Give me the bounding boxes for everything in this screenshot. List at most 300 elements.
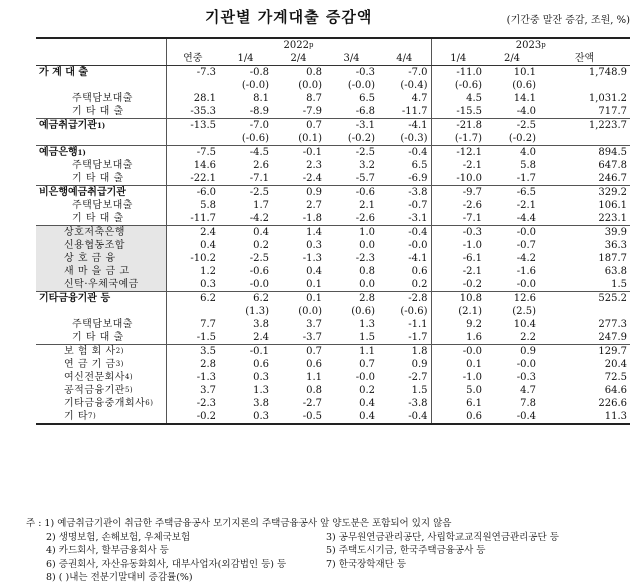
footnote-text: 5) 주택도시기금, 한국주택금융공사 등	[326, 545, 486, 556]
table-cell: (0.1)	[298, 133, 322, 144]
table-row	[36, 384, 630, 397]
table-cell: 246.7	[598, 173, 628, 184]
table-cell: 0.3	[306, 240, 322, 251]
row-label: 보 험 회 사$^{2)}$	[36, 345, 166, 359]
table-cell: 0.9	[411, 359, 428, 370]
table-row	[36, 132, 630, 146]
table-cell: -2.4	[302, 173, 322, 184]
table-cell: -0.0	[355, 372, 375, 383]
table-row	[36, 331, 630, 345]
table-row	[36, 105, 630, 119]
table-cell: -0.0	[249, 279, 269, 290]
table-cell: 0.7	[272, 345, 325, 359]
table-cell: -0.3	[431, 226, 485, 240]
table-cell: 20.4	[604, 359, 628, 370]
table-cell: -2.7	[408, 372, 428, 383]
table-cell: 0.3	[253, 372, 269, 383]
table-cell: 2.1	[359, 200, 375, 211]
table-cell: -2.5	[485, 119, 539, 133]
table-cell: -1.3	[166, 371, 219, 384]
table-cell: 0.3	[166, 278, 219, 292]
table-cell: (-1.7)	[431, 132, 485, 146]
table-cell: 14.1	[513, 93, 536, 104]
row-label: 기 타 대 출	[72, 173, 124, 184]
table-cell: -6.8	[355, 106, 375, 117]
row-label: 신탁·우체국예금	[36, 278, 166, 292]
table-row	[36, 159, 630, 172]
table-cell: -1.3	[302, 253, 322, 264]
table-cell: 2.6	[253, 160, 269, 171]
table-cell: 0.4	[359, 398, 375, 409]
table-cell: -1.5	[166, 331, 219, 345]
row-label: 상호저축은행	[36, 226, 166, 240]
table-cell: 0.4	[219, 226, 272, 240]
table-cell: -0.3	[355, 67, 375, 78]
table-cell: -4.1	[378, 119, 431, 133]
table-cell: 6.5	[359, 93, 375, 104]
table-cell: 7.8	[520, 398, 536, 409]
table-cell: (-0.6)	[241, 133, 269, 144]
table-cell: -2.3	[166, 397, 219, 410]
table-cell: 0.2	[359, 385, 375, 396]
table-cell: -21.8	[431, 119, 485, 133]
table-cell: -15.5	[431, 105, 485, 119]
table-cell: -1.0	[431, 239, 485, 252]
row-label: 상 호 금 융	[36, 252, 166, 265]
table-cell: -2.5	[325, 146, 378, 160]
table-row	[36, 199, 630, 212]
table-cell: -2.1	[431, 159, 485, 172]
unit-note: (기간중 말잔 증감, 조원, %)	[506, 15, 630, 26]
table-cell: -2.7	[302, 398, 322, 409]
table-cell: 3.2	[359, 160, 375, 171]
table-cell: -0.0	[516, 279, 536, 290]
table-cell: 329.2	[539, 186, 630, 200]
table-cell: 3.7	[306, 319, 322, 330]
table-cell: -12.1	[431, 146, 485, 160]
table-cell: 72.5	[604, 372, 628, 383]
table-row	[36, 358, 630, 371]
table-row	[36, 278, 630, 292]
table-cell: 1.6	[431, 331, 485, 345]
table-cell: -7.0	[219, 119, 272, 133]
table-cell: 3.8	[253, 398, 269, 409]
table-cell: 525.2	[539, 292, 630, 306]
table-row	[36, 345, 630, 359]
table-row	[36, 239, 630, 252]
table-cell: -11.0	[431, 66, 485, 80]
row-label: 기 타 대 출	[72, 332, 124, 343]
row-label: 예금은행$^{1)}$	[36, 146, 166, 160]
table-body	[36, 38, 630, 424]
table-row	[36, 186, 630, 200]
table-row	[36, 397, 630, 410]
table-cell: -0.0	[431, 345, 485, 359]
row-label: 기타금융중개회사$^{6)}$	[64, 398, 154, 409]
table-cell: -0.2	[431, 278, 485, 292]
table-cell: 1.5	[411, 385, 428, 396]
table-cell: -11.7	[401, 106, 428, 117]
table-cell: -6.0	[166, 186, 219, 200]
table-cell: (0.6)	[351, 306, 375, 317]
table-cell: 247.9	[598, 332, 628, 343]
table-cell: -0.4	[378, 146, 431, 160]
table-cell: -4.2	[249, 213, 269, 224]
header-balance: 잔액	[539, 52, 630, 66]
header-year-row	[36, 38, 630, 52]
table-cell: (0.0)	[298, 306, 322, 317]
row-label: 기타금융기관 등	[36, 292, 166, 306]
table-cell: 5.0	[431, 384, 485, 397]
table-cell: -0.7	[516, 240, 536, 251]
table-cell: 0.3	[219, 410, 272, 424]
table-cell: -0.0	[516, 359, 536, 370]
table-cell: -4.0	[516, 106, 536, 117]
header-2022: 2022$^p$	[166, 38, 431, 52]
table-cell: 10.1	[513, 67, 536, 78]
table-cell: -1.7	[408, 332, 428, 343]
row-label	[36, 79, 166, 92]
table-cell: 36.3	[604, 240, 628, 251]
page-title: 기관별 가계대출 증감액	[205, 8, 373, 26]
table-cell: 277.3	[598, 319, 628, 330]
header-annual: 연중	[166, 52, 219, 66]
table-cell: 223.1	[598, 213, 628, 224]
table-cell: -2.5	[219, 186, 272, 200]
table-cell: -8.9	[249, 106, 269, 117]
table-cell: 226.6	[598, 398, 628, 409]
table-cell: 1,748.9	[588, 67, 628, 78]
table-cell: -3.8	[378, 186, 431, 200]
table-cell: 0.8	[359, 266, 375, 277]
table-row	[36, 172, 630, 186]
table-cell: 0.7	[359, 359, 375, 370]
table-cell: (0.6)	[512, 80, 536, 91]
row-label: 예금취급기관$^{1)}$	[36, 119, 166, 133]
table-row	[36, 119, 630, 133]
table-cell: 5.8	[166, 199, 219, 212]
table-cell: (-0.0)	[347, 80, 375, 91]
table-cell: (-0.2)	[347, 133, 375, 144]
table-cell: 0.2	[253, 240, 269, 251]
table-cell: 1.1	[325, 345, 378, 359]
table-row	[36, 66, 630, 80]
table-cell	[166, 305, 219, 318]
table-cell: -7.1	[431, 212, 485, 226]
table-cell: 0.2	[411, 279, 428, 290]
row-label: 새 마 을 금 고	[36, 265, 166, 278]
table-cell: 1.8	[378, 345, 431, 359]
table-cell: 2.4	[253, 332, 269, 343]
footnote-line	[26, 558, 636, 572]
table-cell: 2.4	[166, 226, 219, 240]
table-cell: 63.8	[604, 266, 628, 277]
table-cell: 4.7	[411, 93, 428, 104]
table-cell: 1.4	[272, 226, 325, 240]
table-cell: 12.6	[485, 292, 539, 306]
row-label: 가 계 대 출	[39, 67, 89, 78]
table-cell: 0.1	[306, 279, 322, 290]
footnote-text: 8) ( )내는 전분기말대비 증감률(%)	[46, 572, 193, 583]
table-cell: 6.2	[219, 292, 272, 306]
table-cell: -6.1	[431, 252, 485, 265]
table-cell: -7.0	[408, 67, 428, 78]
table-cell: -13.5	[166, 119, 219, 133]
table-cell: -0.1	[219, 345, 272, 359]
table-cell: 9.2	[431, 318, 485, 331]
table-row	[36, 92, 630, 105]
table-cell: 11.3	[539, 410, 630, 424]
header-q2-2022: 2/4	[272, 52, 325, 66]
table-cell: (0.0)	[298, 80, 322, 91]
row-label	[36, 305, 166, 318]
header-q3-2022: 3/4	[325, 52, 378, 66]
table-cell: 4.0	[485, 146, 539, 160]
table-cell: -35.3	[166, 105, 219, 119]
table-row	[36, 292, 630, 306]
table-cell: -2.1	[431, 265, 485, 278]
table-cell: -1.6	[516, 266, 536, 277]
table-cell: 717.7	[598, 106, 628, 117]
table-cell: 6.5	[411, 160, 428, 171]
table-cell: -5.7	[355, 173, 375, 184]
row-label: 연 금 기 금$^{3)}$	[64, 359, 124, 370]
table-cell: 28.1	[166, 92, 219, 105]
table-cell: 1.2	[166, 265, 219, 278]
table-cell: 8.7	[306, 93, 322, 104]
table-cell: 0.6	[411, 266, 428, 277]
table-cell: 0.9	[485, 345, 539, 359]
row-label: 신용협동조합	[36, 239, 166, 252]
table-cell: (-0.2)	[508, 133, 536, 144]
table-cell: -1.7	[516, 173, 536, 184]
table-cell: 0.0	[359, 279, 375, 290]
row-label: 주택담보대출	[72, 160, 133, 171]
table-cell: 2.2	[520, 332, 536, 343]
table-cell: 1.5	[359, 332, 375, 343]
table-row	[36, 318, 630, 331]
table-cell: -0.4	[485, 410, 539, 424]
row-label: 주택담보대출	[72, 319, 133, 330]
table-cell: -3.1	[408, 213, 428, 224]
table-cell: -4.1	[408, 253, 428, 264]
header-2023: 2023$^p$	[431, 38, 630, 52]
footnote-text: 3) 공무원연금관리공단, 사립학교교직원연금관리공단 등	[326, 531, 559, 543]
table-cell: 0.4	[306, 266, 322, 277]
table-cell: 1,031.2	[588, 93, 628, 104]
table-cell	[539, 305, 630, 318]
table-cell: 3.8	[253, 319, 269, 330]
table-cell: 64.6	[604, 385, 628, 396]
table-cell: -0.1	[272, 146, 325, 160]
row-label: 주택담보대출	[72, 200, 133, 211]
table-cell: -4.2	[516, 253, 536, 264]
table-cell: 14.6	[166, 159, 219, 172]
table-cell: 1.3	[359, 319, 375, 330]
table-cell: 10.8	[431, 292, 485, 306]
table-cell: 2.8	[166, 358, 219, 371]
footnote-line	[26, 517, 636, 531]
table-cell: -6.9	[408, 173, 428, 184]
table-cell: 1,223.7	[539, 119, 630, 133]
table-cell: (2.5)	[512, 306, 536, 317]
table-cell: 894.5	[539, 146, 630, 160]
table-cell: 1.3	[253, 385, 269, 396]
table-cell: 0.6	[306, 359, 322, 370]
table-row	[36, 305, 630, 318]
table-cell: -11.7	[166, 212, 219, 226]
table-cell: 7.7	[166, 318, 219, 331]
table-cell: -1.0	[431, 371, 485, 384]
row-label: 주택담보대출	[72, 93, 133, 104]
table-cell: 0.4	[166, 239, 219, 252]
table-cell: (-0.0)	[241, 80, 269, 91]
table-cell: -2.6	[431, 199, 485, 212]
table-cell: 647.8	[598, 160, 628, 171]
table-cell: -4.4	[516, 213, 536, 224]
row-label: 여신전문회사$^{4)}$	[64, 372, 134, 383]
table-cell: -2.3	[355, 253, 375, 264]
table-cell: -7.1	[249, 173, 269, 184]
table-row	[36, 371, 630, 384]
header-q2-2023: 2/4	[485, 52, 539, 66]
table-cell: 4.7	[520, 385, 536, 396]
table-cell: -3.8	[408, 398, 428, 409]
footnote-line	[26, 531, 636, 545]
table-cell: 6.2	[166, 292, 219, 306]
table-cell: -7.5	[166, 146, 219, 160]
table-row	[36, 410, 630, 424]
table-cell: 0.6	[431, 410, 485, 424]
footnote-text: 2) 생명보험, 손해보험, 우체국보험	[46, 531, 191, 543]
table-cell: 3.7	[166, 384, 219, 397]
row-label: 공적금융기관$^{5)}$	[64, 385, 134, 396]
table-cell: 0.7	[272, 119, 325, 133]
table-cell: 2.7	[306, 200, 322, 211]
table-cell: -6.5	[485, 186, 539, 200]
table-row	[36, 252, 630, 265]
table-cell: 0.9	[272, 186, 325, 200]
table-cell: -3.1	[325, 119, 378, 133]
table-cell: 0.8	[306, 67, 322, 78]
table-cell: -0.4	[378, 226, 431, 240]
table-cell	[539, 132, 630, 146]
table-cell: -4.5	[219, 146, 272, 160]
table-cell: -2.5	[249, 253, 269, 264]
table-cell: -0.0	[408, 240, 428, 251]
table-cell: (1.3)	[245, 306, 269, 317]
table-cell: -0.3	[516, 372, 536, 383]
table-cell: 0.0	[359, 240, 375, 251]
table-cell: 129.7	[539, 345, 630, 359]
table-cell: -0.5	[272, 410, 325, 424]
table-cell: (-0.3)	[400, 133, 428, 144]
table-cell: -0.0	[485, 226, 539, 240]
table-row	[36, 79, 630, 92]
table-cell: 4.5	[431, 92, 485, 105]
table-cell: 39.9	[539, 226, 630, 240]
table-cell: 2.8	[325, 292, 378, 306]
table-cell: (2.1)	[431, 305, 485, 318]
table-cell: -0.8	[249, 67, 269, 78]
footnote-text: 4) 카드회사, 할부금융회사 등	[46, 545, 169, 556]
table-cell: 2.3	[306, 160, 322, 171]
header-q1-2022: 1/4	[219, 52, 272, 66]
table-row	[36, 212, 630, 226]
table-cell: -0.6	[325, 186, 378, 200]
table-cell: -10.2	[166, 252, 219, 265]
header-period-row	[36, 52, 630, 66]
row-label: 기 타$^{7)}$	[36, 410, 166, 424]
footnote-text: 7) 한국장학재단 등	[326, 558, 407, 570]
table-cell: -9.7	[431, 186, 485, 200]
table-cell: -7.9	[302, 106, 322, 117]
table-cell: -3.7	[302, 332, 322, 343]
table-cell: 0.6	[253, 359, 269, 370]
table-cell: 8.1	[253, 93, 269, 104]
table-cell: 106.1	[598, 200, 628, 211]
table-cell: (-0.4)	[400, 80, 428, 91]
table-cell: 1.5	[611, 279, 628, 290]
footnote-line	[26, 571, 636, 585]
table-cell: -0.2	[166, 410, 219, 424]
row-label	[36, 132, 166, 146]
table-cell: -7.3	[166, 66, 219, 80]
table-cell: 1.1	[306, 372, 322, 383]
table-cell: -2.1	[516, 200, 536, 211]
table-cell: 10.4	[513, 319, 536, 330]
table-cell: 187.7	[598, 253, 628, 264]
table-cell: (-0.6)	[400, 306, 428, 317]
table-cell: -22.1	[166, 172, 219, 186]
table-cell: 6.1	[431, 397, 485, 410]
table-cell: -0.6	[249, 266, 269, 277]
table-cell: 3.5	[166, 345, 219, 359]
table-cell	[539, 79, 630, 92]
footnote-line	[26, 544, 636, 558]
table-cell	[166, 132, 219, 146]
table-row	[36, 265, 630, 278]
row-label: 기 타 대 출	[72, 106, 124, 117]
table-cell: -2.6	[355, 213, 375, 224]
table-cell	[166, 79, 219, 92]
table-cell: -10.0	[431, 172, 485, 186]
table-cell: 0.1	[272, 292, 325, 306]
table-cell: -0.7	[408, 200, 428, 211]
table-cell: 0.1	[431, 358, 485, 371]
table-cell: -0.4	[378, 410, 431, 424]
table-row	[36, 226, 630, 240]
table-cell: (-0.6)	[431, 79, 485, 92]
footnote-text: 6) 증권회사, 자산유동화회사, 대부사업자(외감법인 등) 등	[46, 558, 287, 570]
row-label: 기 타 대 출	[72, 213, 124, 224]
loan-table	[36, 37, 630, 425]
table-cell: -1.8	[302, 213, 322, 224]
table-cell: 1.0	[325, 226, 378, 240]
table-cell: 1.7	[253, 200, 269, 211]
row-label: 비은행예금취급기관	[36, 186, 166, 200]
table-cell: -1.1	[408, 319, 428, 330]
table-cell: 0.4	[325, 410, 378, 424]
table-cell: -2.8	[378, 292, 431, 306]
header-q4-2022: 4/4	[378, 52, 431, 66]
table-cell: 5.8	[520, 160, 536, 171]
header-q1-2023: 1/4	[431, 52, 485, 66]
table-cell: 0.8	[306, 385, 322, 396]
table-row	[36, 146, 630, 160]
footnote-text: 주 : 1) 예금취급기관이 취급한 주택금융공사 모기지론의 주택금융공사 앞 양도분은 포함되어 있지 않음	[26, 518, 452, 529]
footnotes	[26, 517, 636, 585]
